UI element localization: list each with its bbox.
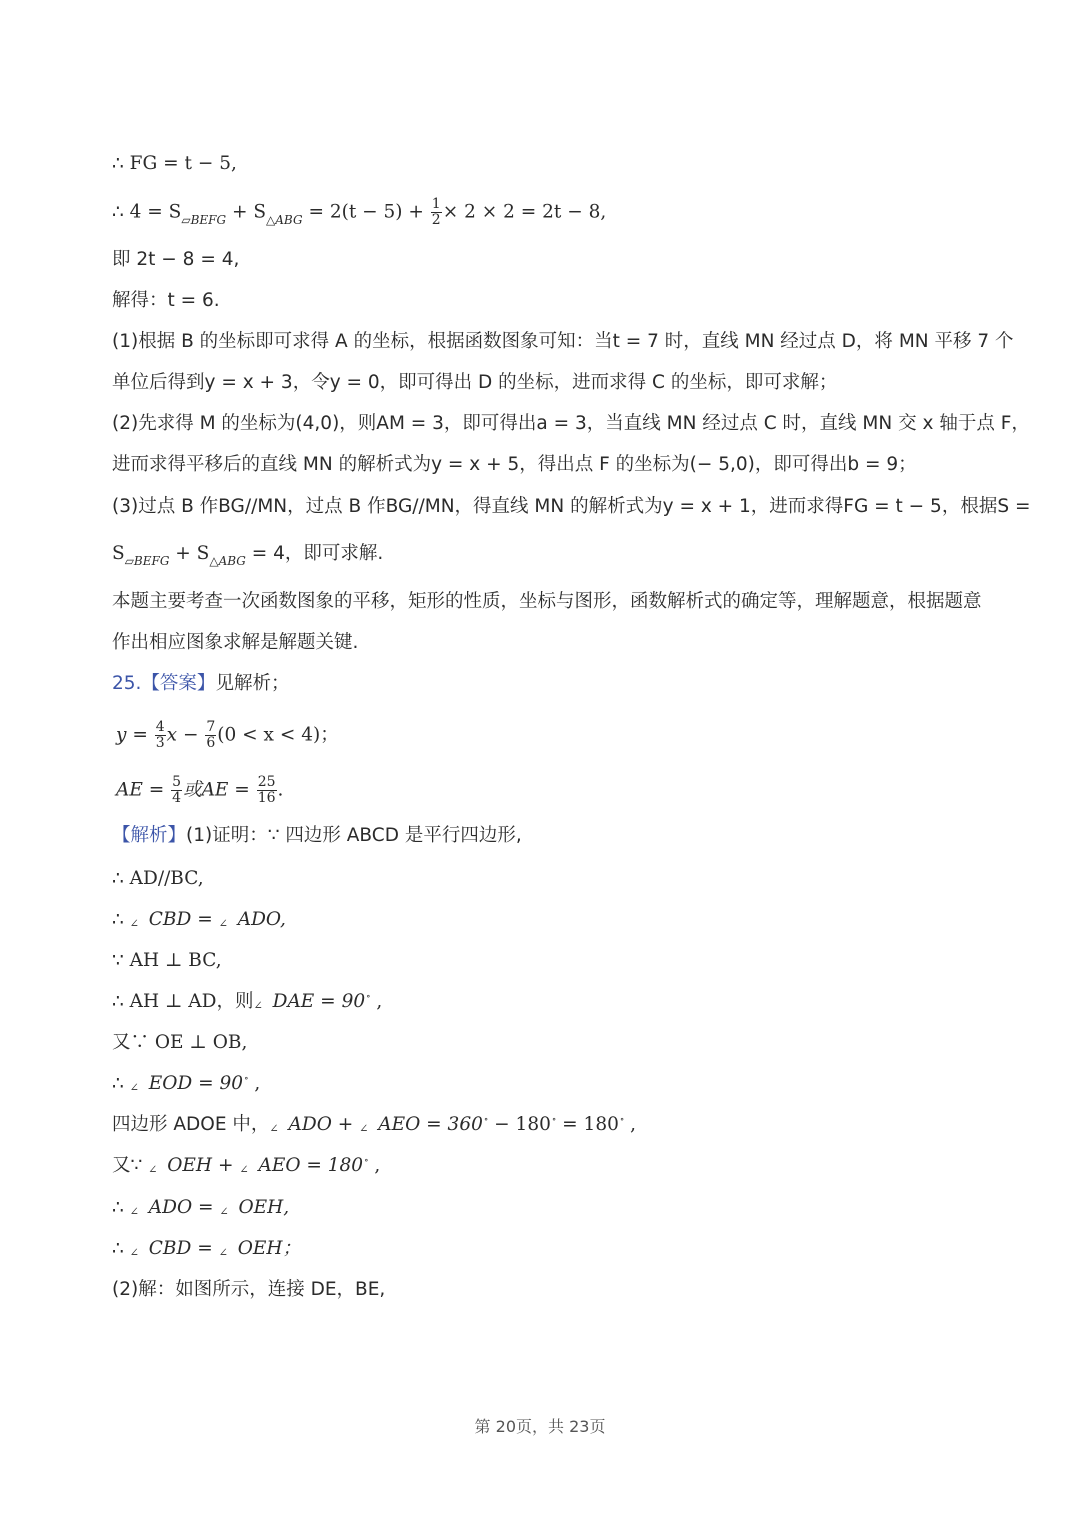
text: DAE = 90 [272,991,366,1012]
proof-line-10 [112,1235,980,1265]
fraction [257,775,277,806]
text: BEFG [133,554,170,568]
text: ∴ [112,1073,130,1094]
explanation-text: (1)证明：∵ 四边形 ABCD 是平行四边形, [186,825,522,846]
text: (0 < x < 4)； [217,724,339,746]
line-fg: ∴ FG = t − 5, [112,153,237,174]
proof-line-3: ∵ AH ⊥ BC, [112,950,222,971]
denominator: 6 [206,735,216,751]
answer-equation-2 [116,775,980,806]
text: = 4，即可求解. [245,543,384,564]
text: AEO = 180 [258,1155,364,1176]
angle-symbol: ∠ [129,1081,139,1094]
angle-symbol: ∠ [253,999,263,1012]
text: + S [226,201,267,223]
degree-symbol: ∘ [619,1115,625,1125]
denominator: 16 [257,790,276,806]
text: , [248,1073,261,1094]
proof-line-6 [112,1070,980,1101]
degree-symbol: ∘ [551,1115,557,1125]
text: 或AE = [183,779,256,801]
text: OEH, [238,1197,290,1218]
text: S [112,543,125,564]
analysis-part3-cont [112,540,980,569]
proof-line-1: ∴ AD//BC, [112,868,204,889]
text: , [368,1155,381,1176]
angle-symbol: ∠ [129,917,139,930]
degree-symbol: ∘ [364,1156,369,1166]
analysis-part2-cont: 进而求得平移后的直线 MN 的解析式为y = x + 5，得出点 F 的坐标为(− 5,0)，即可得出b = 9； [112,454,917,475]
angle-symbol: ∠ [269,1122,279,1135]
degree-symbol: ∘ [366,992,371,1002]
answer-header [112,670,980,698]
text: CBD = [148,909,219,930]
summary-line2: 作出相应图象求解是解题关键. [112,632,359,653]
text: ADO = [148,1197,220,1218]
text: AEO = 360 [378,1114,483,1135]
symbol: ▱ [181,212,191,227]
fraction [155,720,166,751]
numerator: 1 [431,196,441,212]
text: = 180 [556,1114,619,1135]
proof-line-11: (2)解：如图所示，连接 DE，BE, [112,1279,386,1300]
numerator: 25 [257,774,276,790]
numerator: 5 [172,774,182,790]
text: BEFG [190,212,227,227]
text: ∴ 4 = S [112,201,182,223]
angle-symbol: ∠ [129,1246,139,1259]
text: ∴ AH ⊥ AD，则 [112,991,254,1012]
subscript [125,554,170,568]
text: 四边形 ADOE 中， [112,1114,270,1135]
answer-tag: 【答案】 [141,673,216,694]
answer-text: 见解析； [215,673,290,694]
proof-line-7 [112,1111,980,1142]
text: ADO + [288,1114,360,1135]
angle-symbol: ∠ [129,1205,139,1218]
fraction [205,720,216,751]
subscript [181,213,226,227]
line-area-equation [112,197,980,228]
denominator: 2 [431,212,441,228]
text: CBD = [148,1238,219,1259]
explanation-tag: 【解析】 [112,825,187,846]
text: ∴ [112,1238,130,1259]
text: AE = [116,779,171,801]
subscript: △ABG [266,212,303,227]
proof-line-5: 又∵ OE ⊥ OB, [112,1032,248,1053]
page-footer: 第 20页，共 23页 [474,1417,606,1436]
text: = 2(t − 5) + [302,201,430,223]
angle-symbol: ∠ [239,1163,249,1176]
text: , [370,991,383,1012]
text: x − [166,724,205,746]
angle-symbol: ∠ [218,917,228,930]
degree-symbol: ∘ [244,1074,249,1084]
text: + S [169,543,210,564]
angle-symbol: ∠ [219,1205,229,1218]
line-solution: 解得：t = 6. [112,290,220,311]
text: , [624,1114,637,1135]
proof-line-2 [112,906,980,936]
line-equation: 即 2t − 8 = 4, [112,249,240,270]
explanation-header [112,822,980,850]
analysis-part1: (1)根据 B 的坐标即可求得 A 的坐标，根据函数图象可知：当t = 7 时，直线 MN 经过点 D，将 MN 平移 7 个 [112,331,1014,352]
proof-line-9 [112,1194,980,1224]
analysis-part1-cont: 单位后得到y = x + 3，令y = 0，即可得出 D 的坐标，进而求得 C 的坐标，即可求解； [112,372,838,393]
text: OEH + [167,1155,240,1176]
analysis-part3: (3)过点 B 作BG//MN，过点 B 作BG//MN，得直线 MN 的解析式为y = x + 1，进而求得FG = t − 5，根据S = [112,496,1031,517]
proof-line-4 [112,988,980,1019]
answer-equation-1 [116,720,980,751]
fraction [171,775,182,806]
fraction [431,197,442,228]
question-number: 25. [112,673,142,694]
numerator: 7 [206,719,216,735]
angle-symbol: ∠ [359,1122,369,1135]
numerator: 4 [155,719,165,735]
text: y = [116,724,154,746]
text: . [277,779,284,801]
text: EOD = 90 [148,1073,244,1094]
angle-symbol: ∠ [218,1246,228,1259]
analysis-part2: (2)先求得 M 的坐标为(4,0)，则AM = 3，即可得出a = 3，当直线 MN 经过点 C 时，直线 MN 交 x 轴于点 F， [112,413,1030,434]
text: ∴ [112,909,130,930]
angle-symbol: ∠ [148,1163,158,1176]
text: × 2 × 2 = 2t − 8, [442,201,607,223]
denominator: 3 [155,735,165,751]
degree-symbol: ∘ [483,1115,489,1125]
text: OEH； [237,1238,302,1259]
text: − 180 [488,1114,551,1135]
symbol: ▱ [124,554,134,568]
text: 又∵ [112,1155,149,1176]
denominator: 4 [172,790,182,806]
text: ∴ [112,1197,130,1218]
subscript: △ABG [209,554,246,568]
text: ADO, [237,909,286,930]
proof-line-8 [112,1152,980,1183]
summary-line1: 本题主要考查一次函数图象的平移，矩形的性质，坐标与图形，函数解析式的确定等，理解题意，根据题意 [112,591,982,612]
